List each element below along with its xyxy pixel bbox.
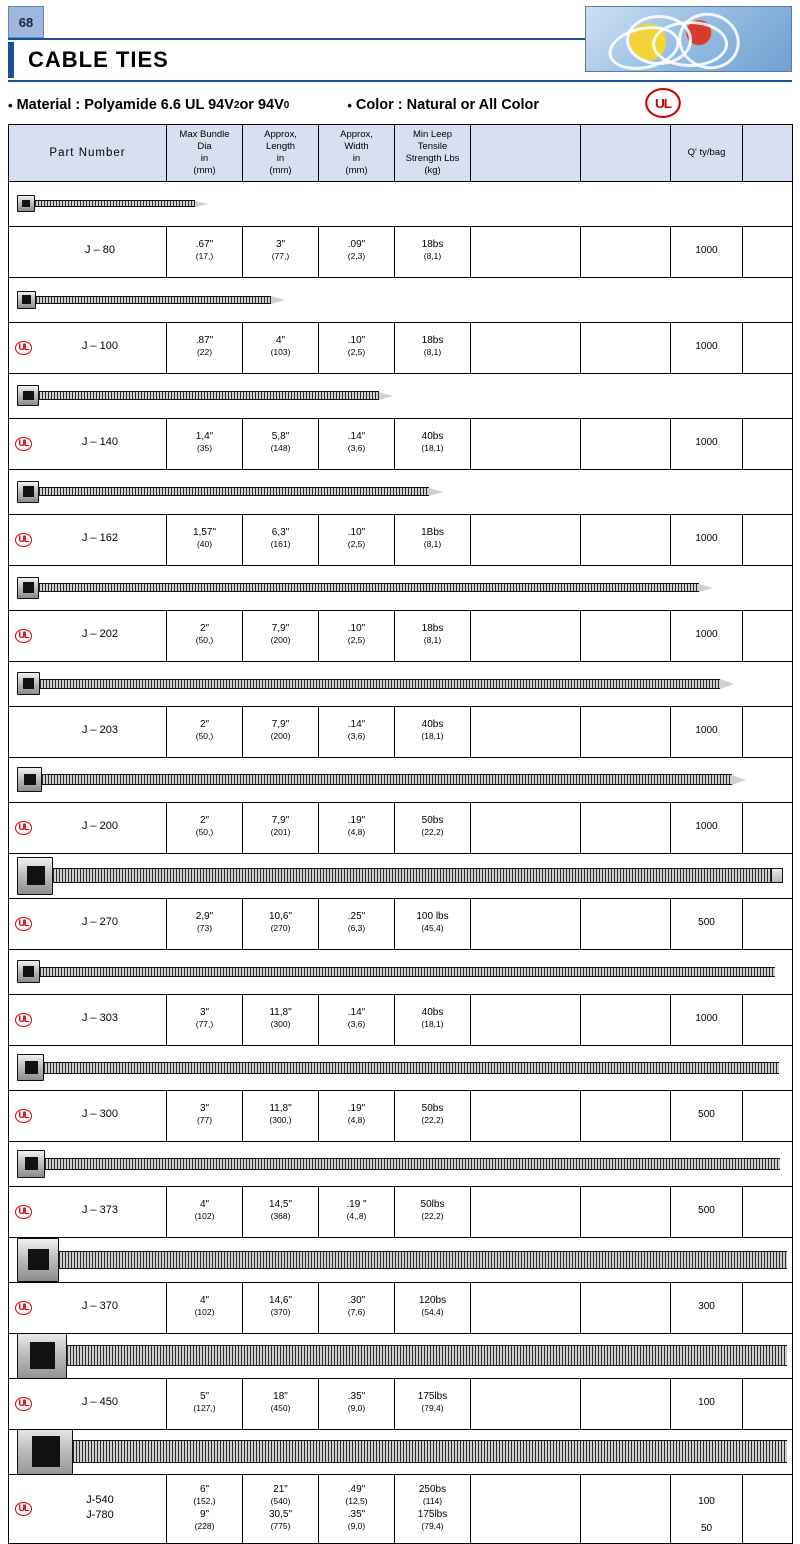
col-line: Min Leep	[412, 129, 453, 140]
ul-listed-icon: UL	[15, 437, 32, 451]
ul-listed-icon: UL	[15, 341, 32, 355]
approx-length-cell: 4" (103)	[243, 322, 319, 373]
part-number-label: J – 373	[81, 1204, 119, 1217]
empty-cell-1	[471, 802, 581, 853]
col-line: Length	[265, 140, 296, 152]
part-number-cell	[9, 1282, 167, 1333]
qty-per-bag-cell: 1000	[671, 322, 743, 373]
empty-cell-3	[743, 514, 793, 565]
max-bundle-dia-cell: .67" (17,)	[167, 226, 243, 277]
max-bundle-dia-cell: 2" (50,)	[167, 706, 243, 757]
tensile-strength-cell: 50bs (22,2)	[395, 1090, 471, 1141]
col-line: Max Bundle	[179, 129, 230, 140]
bullet-icon: •	[347, 97, 352, 113]
tensile-strength-cell: 18bs (8,1)	[395, 226, 471, 277]
part-number-cell	[9, 418, 167, 469]
approx-width-cell: .14" (3,6)	[319, 706, 395, 757]
material-label: Material : Polyamide 6.6 UL 94V	[16, 97, 234, 113]
empty-cell-2	[581, 1090, 671, 1141]
empty-cell-3	[743, 706, 793, 757]
tie-tip	[429, 488, 443, 496]
table-row	[9, 322, 793, 373]
col-line: in	[200, 152, 209, 164]
table-image-row	[9, 1045, 793, 1090]
part-number-cell	[9, 802, 167, 853]
max-bundle-dia-cell: 3" (77)	[167, 1090, 243, 1141]
approx-length-cell: 11,8" (300)	[243, 994, 319, 1045]
empty-cell-2	[581, 802, 671, 853]
approx-width-cell: .25" (6,3)	[319, 898, 395, 949]
tie-head	[17, 1333, 67, 1378]
col-tensile-strength	[395, 125, 471, 182]
qty-per-bag-cell: 500	[671, 1090, 743, 1141]
empty-cell-3	[743, 1090, 793, 1141]
empty-cell-1	[471, 226, 581, 277]
empty-cell-3	[743, 1186, 793, 1237]
tie-head	[17, 1054, 44, 1081]
tie-strap	[42, 774, 732, 785]
empty-cell-1	[471, 1474, 581, 1543]
tensile-strength-cell: 50bs (22,2)	[395, 802, 471, 853]
table-body	[9, 181, 793, 1543]
max-bundle-dia-cell: .87" (22)	[167, 322, 243, 373]
table-header-row	[9, 125, 793, 182]
table-row	[9, 1186, 793, 1237]
title-accent-bar	[8, 42, 14, 78]
table-image-row	[9, 277, 793, 322]
page-title: CABLE TIES	[28, 47, 169, 72]
empty-cell-1	[471, 706, 581, 757]
col-line: (mm)	[345, 164, 368, 176]
cable-tie-drawing	[17, 278, 285, 322]
tie-image-cell	[9, 1045, 793, 1090]
table-image-row	[9, 757, 793, 802]
cable-tie-drawing	[17, 374, 393, 418]
ul-listed-icon: UL	[15, 1109, 32, 1123]
part-number-label: J – 450	[81, 1396, 119, 1409]
table-row	[9, 418, 793, 469]
cable-tie-drawing	[17, 758, 746, 802]
part-number-cell	[9, 610, 167, 661]
approx-length-cell: 6,3" (161)	[243, 514, 319, 565]
table-image-row	[9, 949, 793, 994]
part-number-label: J-540	[86, 1494, 114, 1507]
qty-per-bag-cell: 500	[671, 1186, 743, 1237]
table-row	[9, 898, 793, 949]
col-line: Approx,	[340, 129, 373, 140]
approx-length-cell: 10,6" (270)	[243, 898, 319, 949]
material-mid: or 94V	[239, 97, 284, 113]
tie-image-cell	[9, 181, 793, 226]
ul-logo-text: UL	[645, 88, 681, 118]
part-number-label: J – 202	[81, 628, 119, 641]
tie-strap	[59, 1251, 787, 1269]
approx-width-cell: .09" (2,3)	[319, 226, 395, 277]
tie-head	[17, 1429, 73, 1474]
tie-strap	[40, 679, 720, 689]
qty-per-bag-cell: 300	[671, 1282, 743, 1333]
table-image-row	[9, 469, 793, 514]
cable-ties-table	[8, 124, 793, 1544]
empty-cell-1	[471, 1282, 581, 1333]
part-number-label: J – 300	[81, 1108, 119, 1121]
qty-per-bag-cell: 1000	[671, 706, 743, 757]
tie-strap	[39, 391, 379, 400]
cable-ties-photo	[585, 6, 792, 72]
part-number-label: J – 200	[81, 820, 119, 833]
tie-tip	[379, 392, 393, 400]
approx-length-cell: 14,5" (368)	[243, 1186, 319, 1237]
material-sub-v0: 0	[283, 99, 290, 111]
tensile-strength-cell: 40bs (18,1)	[395, 994, 471, 1045]
tie-tip	[271, 296, 285, 304]
part-number-label: J – 203	[81, 724, 119, 737]
table-image-row	[9, 661, 793, 706]
tie-tip	[720, 679, 734, 689]
col-approx-length	[243, 125, 319, 182]
tie-strap	[45, 1158, 780, 1170]
empty-cell-2	[581, 898, 671, 949]
tie-image-cell	[9, 661, 793, 706]
table-row	[9, 802, 793, 853]
cable-tie-drawing	[17, 1046, 779, 1090]
col-max-bundle-dia	[167, 125, 243, 182]
qty-per-bag-cell: 1000	[671, 994, 743, 1045]
approx-length-cell: 3" (77,)	[243, 226, 319, 277]
tie-head	[17, 857, 53, 895]
empty-cell-3	[743, 418, 793, 469]
page-number: 68	[8, 6, 44, 38]
approx-length-cell: 5,8" (148)	[243, 418, 319, 469]
empty-cell-3	[743, 898, 793, 949]
max-bundle-dia-cell: 4" (102)	[167, 1282, 243, 1333]
tie-image-cell	[9, 1333, 793, 1378]
qty-per-bag-cell: 1000	[671, 514, 743, 565]
tie-image-cell	[9, 373, 793, 418]
tensile-strength-cell: 40bs (18,1)	[395, 706, 471, 757]
tie-head	[17, 960, 40, 983]
approx-length-cell: 18" (450)	[243, 1378, 319, 1429]
empty-cell-2	[581, 418, 671, 469]
max-bundle-dia-cell: 1,4" (35)	[167, 418, 243, 469]
tie-tip	[195, 201, 209, 207]
empty-cell-3	[743, 1378, 793, 1429]
approx-length-cell: 21" (540) 30,5" (775)	[243, 1474, 319, 1543]
approx-width-cell: .19" (4,8)	[319, 802, 395, 853]
max-bundle-dia-cell: 6" (152,) 9" (228)	[167, 1474, 243, 1543]
empty-cell-2	[581, 610, 671, 661]
part-number-cell	[9, 706, 167, 757]
empty-cell-2	[581, 1186, 671, 1237]
col-approx-width	[319, 125, 395, 182]
empty-cell-1	[471, 994, 581, 1045]
empty-cell-1	[471, 898, 581, 949]
col-empty-1	[471, 125, 581, 182]
col-line: in	[352, 152, 361, 164]
table-image-row	[9, 1141, 793, 1186]
tie-strap	[73, 1440, 787, 1463]
approx-width-cell: .10" (2,5)	[319, 322, 395, 373]
empty-cell-2	[581, 1378, 671, 1429]
table-image-row	[9, 1429, 793, 1474]
max-bundle-dia-cell: 2" (50,)	[167, 802, 243, 853]
approx-width-cell: .14" (3,6)	[319, 994, 395, 1045]
tie-image-cell	[9, 949, 793, 994]
tensile-strength-cell: 18bs (8,1)	[395, 610, 471, 661]
tie-head	[17, 195, 35, 212]
table-row	[9, 1378, 793, 1429]
tie-strap	[53, 868, 771, 883]
ul-listed-icon: UL	[15, 533, 32, 547]
table-row	[9, 610, 793, 661]
approx-width-cell: .10" (2,5)	[319, 514, 395, 565]
approx-width-cell: .14" (3,6)	[319, 418, 395, 469]
empty-cell-1	[471, 1378, 581, 1429]
tie-image-cell	[9, 853, 793, 898]
cable-tie-drawing	[17, 950, 775, 994]
qty-per-bag-cell: 500	[671, 898, 743, 949]
table-image-row	[9, 565, 793, 610]
table-row	[9, 1282, 793, 1333]
tie-head	[17, 767, 42, 792]
part-number-label: J – 100	[81, 340, 119, 353]
page-header	[8, 6, 792, 84]
col-qty-per-bag: Q' ty/bag	[671, 125, 743, 182]
max-bundle-dia-cell: 1,57" (40)	[167, 514, 243, 565]
ul-listed-icon: UL	[15, 821, 32, 835]
tensile-strength-cell: 40bs (18,1)	[395, 418, 471, 469]
col-empty-2	[581, 125, 671, 182]
empty-cell-2	[581, 1474, 671, 1543]
max-bundle-dia-cell: 2,9" (73)	[167, 898, 243, 949]
tie-strap	[39, 487, 429, 496]
tensile-strength-cell: 1Bbs (8,1)	[395, 514, 471, 565]
part-number-label: J – 162	[81, 532, 119, 545]
col-line: Dia	[197, 140, 212, 152]
tie-strap	[67, 1345, 787, 1366]
ul-listed-icon: UL	[15, 1205, 32, 1219]
tie-strap	[39, 583, 699, 592]
part-number-cell	[9, 322, 167, 373]
max-bundle-dia-cell: 4" (102)	[167, 1186, 243, 1237]
qty-per-bag-cell: 1000	[671, 418, 743, 469]
bullet-icon: •	[8, 97, 13, 113]
material-sub-v2: 2	[233, 99, 240, 111]
part-number-label: J-780	[86, 1508, 114, 1521]
table-row	[9, 514, 793, 565]
empty-cell-1	[471, 514, 581, 565]
cable-tie-drawing	[17, 1430, 787, 1474]
tie-head	[17, 577, 39, 599]
table-row	[9, 1090, 793, 1141]
tie-image-cell	[9, 1141, 793, 1186]
table-image-row	[9, 1237, 793, 1282]
cable-tie-drawing	[17, 1334, 787, 1378]
approx-width-cell: .30" (7,6)	[319, 1282, 395, 1333]
tie-image-cell	[9, 565, 793, 610]
approx-width-cell: .49" (12,5) .35" (9,0)	[319, 1474, 395, 1543]
cable-tie-drawing	[17, 1238, 787, 1282]
tensile-strength-cell: 175lbs (79,4)	[395, 1378, 471, 1429]
qty-per-bag-cell: 1000	[671, 610, 743, 661]
empty-cell-1	[471, 1186, 581, 1237]
approx-width-cell: .19" (4,8)	[319, 1090, 395, 1141]
ul-listed-icon: UL	[15, 1301, 32, 1315]
tie-head	[17, 481, 39, 503]
table-row	[9, 706, 793, 757]
empty-cell-2	[581, 226, 671, 277]
part-number-cell	[9, 514, 167, 565]
color-label: Color : Natural or All Color	[355, 97, 540, 113]
empty-cell-1	[471, 610, 581, 661]
approx-length-cell: 11,8" (300,)	[243, 1090, 319, 1141]
approx-width-cell: .35" (9,0)	[319, 1378, 395, 1429]
qty-per-bag-cell: 1000	[671, 226, 743, 277]
tensile-strength-cell: 250bs (114) 175lbs (79,4)	[395, 1474, 471, 1543]
approx-length-cell: 7,9" (201)	[243, 802, 319, 853]
tie-tip	[732, 775, 746, 785]
part-number-cell	[9, 994, 167, 1045]
part-number-label: J – 270	[81, 916, 119, 929]
tie-image-cell	[9, 1429, 793, 1474]
table-image-row	[9, 1333, 793, 1378]
max-bundle-dia-cell: 3" (77,)	[167, 994, 243, 1045]
tensile-strength-cell: 120bs (54,4)	[395, 1282, 471, 1333]
col-part-number: Part Number	[9, 125, 167, 182]
approx-length-cell: 14,6" (370)	[243, 1282, 319, 1333]
cable-tie-drawing	[17, 470, 443, 514]
part-number-cell	[9, 226, 167, 277]
part-number-cell	[9, 1378, 167, 1429]
tie-head	[17, 291, 36, 309]
ul-listed-icon: UL	[15, 1397, 32, 1411]
tie-strap	[35, 200, 195, 207]
col-line: Strength Lbs	[405, 152, 460, 164]
approx-length-cell: 7,9" (200)	[243, 610, 319, 661]
ul-listed-icon: UL	[15, 1502, 32, 1516]
empty-cell-3	[743, 610, 793, 661]
max-bundle-dia-cell: 2" (50,)	[167, 610, 243, 661]
part-number-label: J – 303	[81, 1012, 119, 1025]
tie-head	[17, 1238, 59, 1282]
empty-cell-3	[743, 1282, 793, 1333]
qty-per-bag-cell: 100 50	[671, 1474, 743, 1543]
col-line: (mm)	[193, 164, 216, 176]
empty-cell-1	[471, 418, 581, 469]
tie-image-cell	[9, 277, 793, 322]
tie-strap	[36, 296, 271, 304]
part-number-cell	[9, 898, 167, 949]
empty-cell-2	[581, 514, 671, 565]
approx-width-cell: .19 " (4,,8)	[319, 1186, 395, 1237]
empty-cell-3	[743, 802, 793, 853]
col-line: (kg)	[424, 164, 441, 176]
table-row	[9, 994, 793, 1045]
tie-image-cell	[9, 469, 793, 514]
empty-cell-2	[581, 994, 671, 1045]
empty-cell-3	[743, 226, 793, 277]
part-number-label: J – 80	[85, 244, 115, 257]
tensile-strength-cell: 100 lbs (45,4)	[395, 898, 471, 949]
col-line: Tensile	[417, 140, 448, 152]
ul-listed-icon: UL	[15, 629, 32, 643]
table-image-row	[9, 853, 793, 898]
ul-listed-icon: UL	[15, 917, 32, 931]
col-empty-3	[743, 125, 793, 182]
empty-cell-3	[743, 994, 793, 1045]
approx-length-cell: 7,9" (200)	[243, 706, 319, 757]
tie-head	[17, 385, 39, 406]
part-number-label: J – 140	[81, 436, 119, 449]
table-row	[9, 226, 793, 277]
cable-tie-drawing	[17, 662, 734, 706]
empty-cell-2	[581, 706, 671, 757]
tie-head	[17, 1150, 45, 1178]
empty-cell-1	[471, 1090, 581, 1141]
tie-image-cell	[9, 1237, 793, 1282]
col-line: in	[276, 152, 285, 164]
empty-cell-2	[581, 322, 671, 373]
table-row	[9, 1474, 793, 1543]
part-number-cell	[9, 1090, 167, 1141]
tie-image-cell	[9, 757, 793, 802]
cable-tie-drawing	[17, 182, 209, 226]
cable-tie-drawing	[17, 854, 783, 898]
empty-cell-3	[743, 322, 793, 373]
ul-listed-icon: UL	[15, 1013, 32, 1027]
table-image-row	[9, 181, 793, 226]
max-bundle-dia-cell: 5" (127,)	[167, 1378, 243, 1429]
part-number-cell	[9, 1186, 167, 1237]
part-number-cell	[9, 1474, 167, 1543]
tie-tip	[771, 868, 783, 883]
col-line: (mm)	[269, 164, 292, 176]
part-number-label: J – 370	[81, 1300, 119, 1313]
empty-cell-1	[471, 322, 581, 373]
tie-strap	[44, 1062, 779, 1074]
cable-tie-drawing	[17, 566, 713, 610]
tie-strap	[40, 967, 775, 977]
empty-cell-3	[743, 1474, 793, 1543]
qty-per-bag-cell: 100	[671, 1378, 743, 1429]
tie-head	[17, 672, 40, 695]
tensile-strength-cell: 18bs (8,1)	[395, 322, 471, 373]
table-image-row	[9, 373, 793, 418]
tensile-strength-cell: 50lbs (22,2)	[395, 1186, 471, 1237]
ul-logo-icon	[646, 88, 680, 118]
col-line: Width	[344, 140, 369, 152]
spec-line	[8, 90, 792, 120]
empty-cell-2	[581, 1282, 671, 1333]
cable-tie-drawing	[17, 1142, 780, 1186]
col-line: Approx,	[264, 129, 297, 140]
qty-per-bag-cell: 1000	[671, 802, 743, 853]
tie-tip	[699, 584, 713, 592]
approx-width-cell: .10" (2,5)	[319, 610, 395, 661]
